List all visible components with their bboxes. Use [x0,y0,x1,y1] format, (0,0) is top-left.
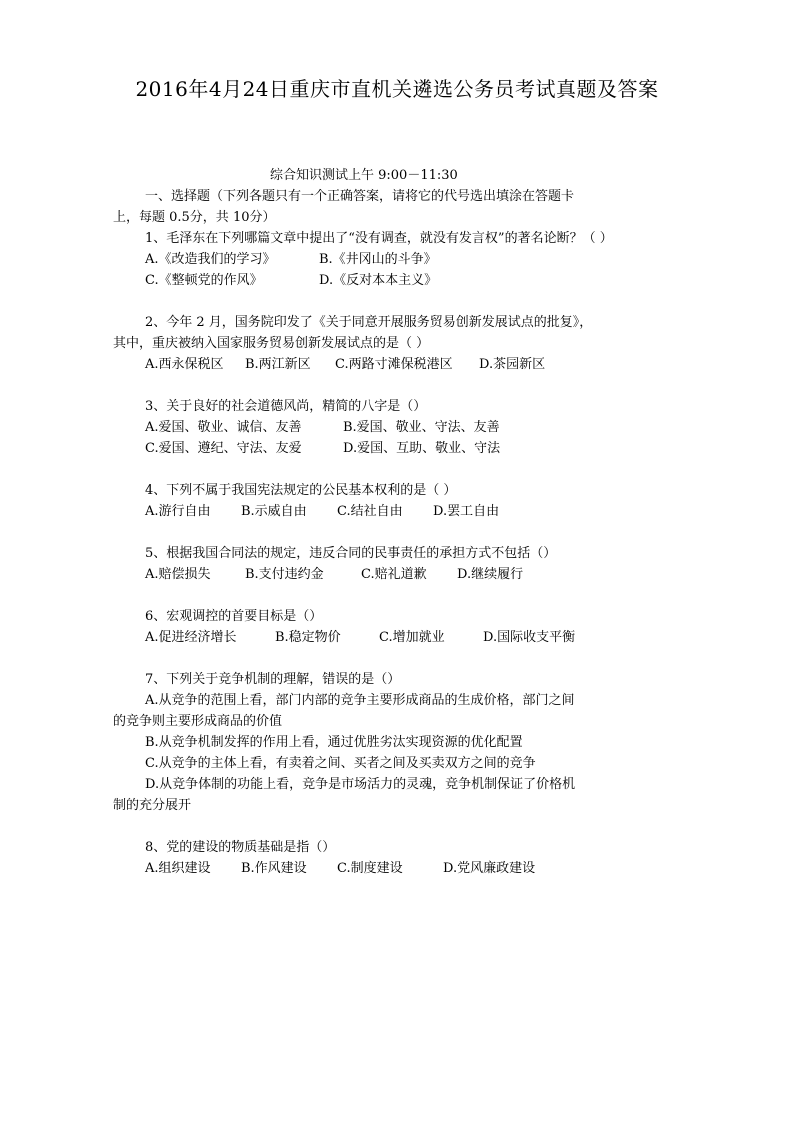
option-a: A.《改造我们的学习》 [145,252,276,267]
question-5 [113,543,613,585]
option-c: C.《整顿党的作风》 [145,273,263,288]
option-c: C.结社自由 [337,504,403,519]
option-d-continued: 制的充分展开 [113,798,192,813]
question-3 [113,396,613,459]
option-row [113,270,613,291]
exam-content [113,186,613,879]
question-4 [113,480,613,522]
option-row [113,354,613,375]
option-row [113,249,613,270]
option-d: D.罢工自由 [433,504,500,519]
question-2 [113,312,613,375]
option-b: B.作风建设 [241,861,307,876]
option-c: C.赔礼道歉 [361,567,427,582]
question-stem: 8、党的建设的物质基础是指（） [145,840,336,855]
option-row [113,417,613,438]
question-stem: 1、毛泽东在下列哪篇文章中提出了“没有调查，就没有发言权”的著名论断？（ ） [145,231,613,246]
option-d: D.《反对本本主义》 [319,273,438,288]
option-a-continued: 的竞争则主要形成商品的价值 [113,714,283,729]
question-stem: 2、今年 2 月，国务院印发了《关于同意开展服务贸易创新发展试点的批复》， [145,315,593,330]
option-d: D.国际收支平衡 [483,630,576,645]
option-row [113,501,613,522]
option-a: A.赔偿损失 [145,567,211,582]
option-b: B.支付违约金 [245,567,324,582]
question-8 [113,837,613,879]
option-a: A.爱国、敬业、诚信、友善 [145,420,302,435]
section-instructions-line-1: 一、选择题（下列各题只有一个正确答案，请将它的代号选出填涂在答题卡 [145,189,575,204]
option-c: C.制度建设 [337,861,403,876]
option-d: D.从竞争体制的功能上看，竞争是市场活力的灵魂，竞争机制保证了价格机 [145,777,576,792]
question-stem: 5、根据我国合同法的规定，违反合同的民事责任的承担方式不包括（） [145,546,557,561]
exam-session-subtitle: 综合知识测试上午 9:00－11:30 [270,168,458,183]
option-c: C.增加就业 [379,630,445,645]
question-1 [113,228,613,291]
option-b: B.《井冈山的斗争》 [319,252,437,267]
section-instructions-line-2: 上，每题 0.5分，共 10分） [113,210,276,225]
option-c: C.从竞争的主体上看，有卖着之间、买者之间及买卖双方之间的竞争 [145,756,536,771]
question-6 [113,606,613,648]
option-a: A.从竞争的范围上看，部门内部的竞争主要形成商品的生成价格，部门之间 [145,693,575,708]
question-7 [113,669,613,816]
question-stem: 4、下列不属于我国宪法规定的公民基本权利的是（ ） [145,483,457,498]
option-d: D.爱国、互助、敬业、守法 [343,441,501,456]
option-c: C.爱国、遵纪、守法、友爱 [145,441,302,456]
option-row [113,438,613,459]
question-stem: 3、关于良好的社会道德风尚，精简的八字是（） [145,399,427,414]
document-title: 2016年4月24日重庆市直机关遴选公务员考试真题及答案 [135,77,659,101]
option-a: A.西永保税区 [145,357,224,372]
question-stem: 6、宏观调控的首要目标是（） [145,609,323,624]
option-a: A.游行自由 [145,504,211,519]
option-a: A.促进经济增长 [145,630,237,645]
option-b: B.两江新区 [245,357,311,372]
option-d: D.茶园新区 [479,357,546,372]
option-row [113,858,613,879]
option-row [113,627,613,648]
option-row [113,564,613,585]
option-a: A.组织建设 [145,861,211,876]
question-stem: 其中，重庆被纳入国家服务贸易创新发展试点的是（ ） [113,336,430,351]
option-d: D.党风廉政建设 [443,861,536,876]
option-b: B.爱国、敬业、守法、友善 [343,420,500,435]
option-d: D.继续履行 [457,567,524,582]
option-b: B.示威自由 [241,504,307,519]
option-b: B.稳定物价 [275,630,341,645]
question-stem: 7、下列关于竞争机制的理解，错误的是（） [145,672,401,687]
option-b: B.从竞争机制发挥的作用上看，通过优胜劣汰实现资源的优化配置 [145,735,523,750]
option-c: C.两路寸滩保税港区 [335,357,453,372]
